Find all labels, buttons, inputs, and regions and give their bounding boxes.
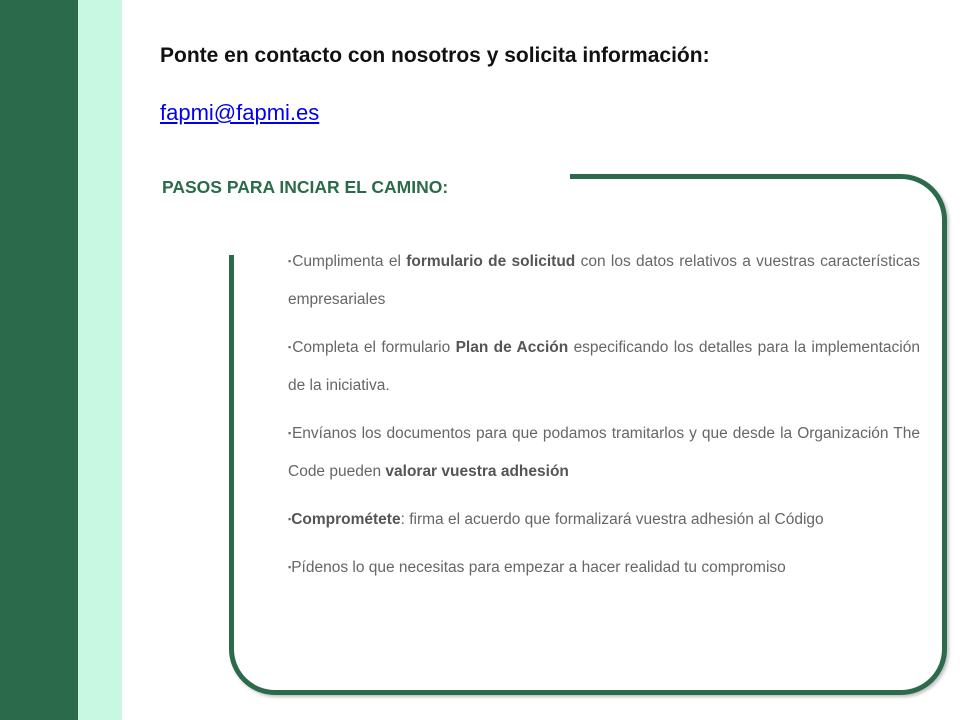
contact-heading: Ponte en contacto con nosotros y solicita información: — [160, 44, 710, 67]
list-item — [288, 414, 920, 491]
step-text: Pídenos lo que necesitas para empezar a hacer realidad tu compromiso — [291, 559, 786, 576]
bullet-icon: ▪ — [288, 256, 293, 266]
step-emphasis: Comprométete — [291, 511, 401, 528]
step-text: Completa el formulario — [292, 339, 456, 356]
step-text: : firma el acuerdo que formalizará vuestra adhesión al Código — [400, 511, 824, 528]
left-dark-stripe — [0, 0, 78, 720]
bullet-icon: ▪ — [288, 342, 293, 352]
list-item — [288, 242, 920, 319]
list-item — [288, 328, 920, 405]
step-text: Cumplimenta el — [292, 253, 407, 270]
email-link[interactable]: fapmi@fapmi.es — [160, 100, 320, 125]
step-emphasis: valorar vuestra adhesión — [385, 463, 569, 480]
box-title-gap — [150, 160, 570, 255]
steps-list — [288, 242, 920, 596]
step-emphasis: formulario de solicitud — [406, 253, 576, 270]
left-mint-stripe — [78, 0, 122, 720]
step-emphasis: Plan de Acción — [455, 339, 569, 356]
step-text: con los datos relativos a vuestras características empresariales — [288, 253, 920, 308]
steps-title: PASOS PARA INCIAR EL CAMINO: — [162, 177, 449, 197]
list-item — [288, 548, 920, 587]
step-text: Envíanos los documentos para que podamos tramitarlos y que desde la Organización The Code pueden — [288, 425, 920, 480]
bullet-icon: ▪ — [288, 562, 292, 572]
bullet-icon: ▪ — [288, 428, 292, 438]
list-item — [288, 500, 920, 539]
step-text: especificando los detalles para la implementación de la iniciativa. — [288, 339, 920, 394]
bullet-icon: ▪ — [288, 514, 292, 524]
